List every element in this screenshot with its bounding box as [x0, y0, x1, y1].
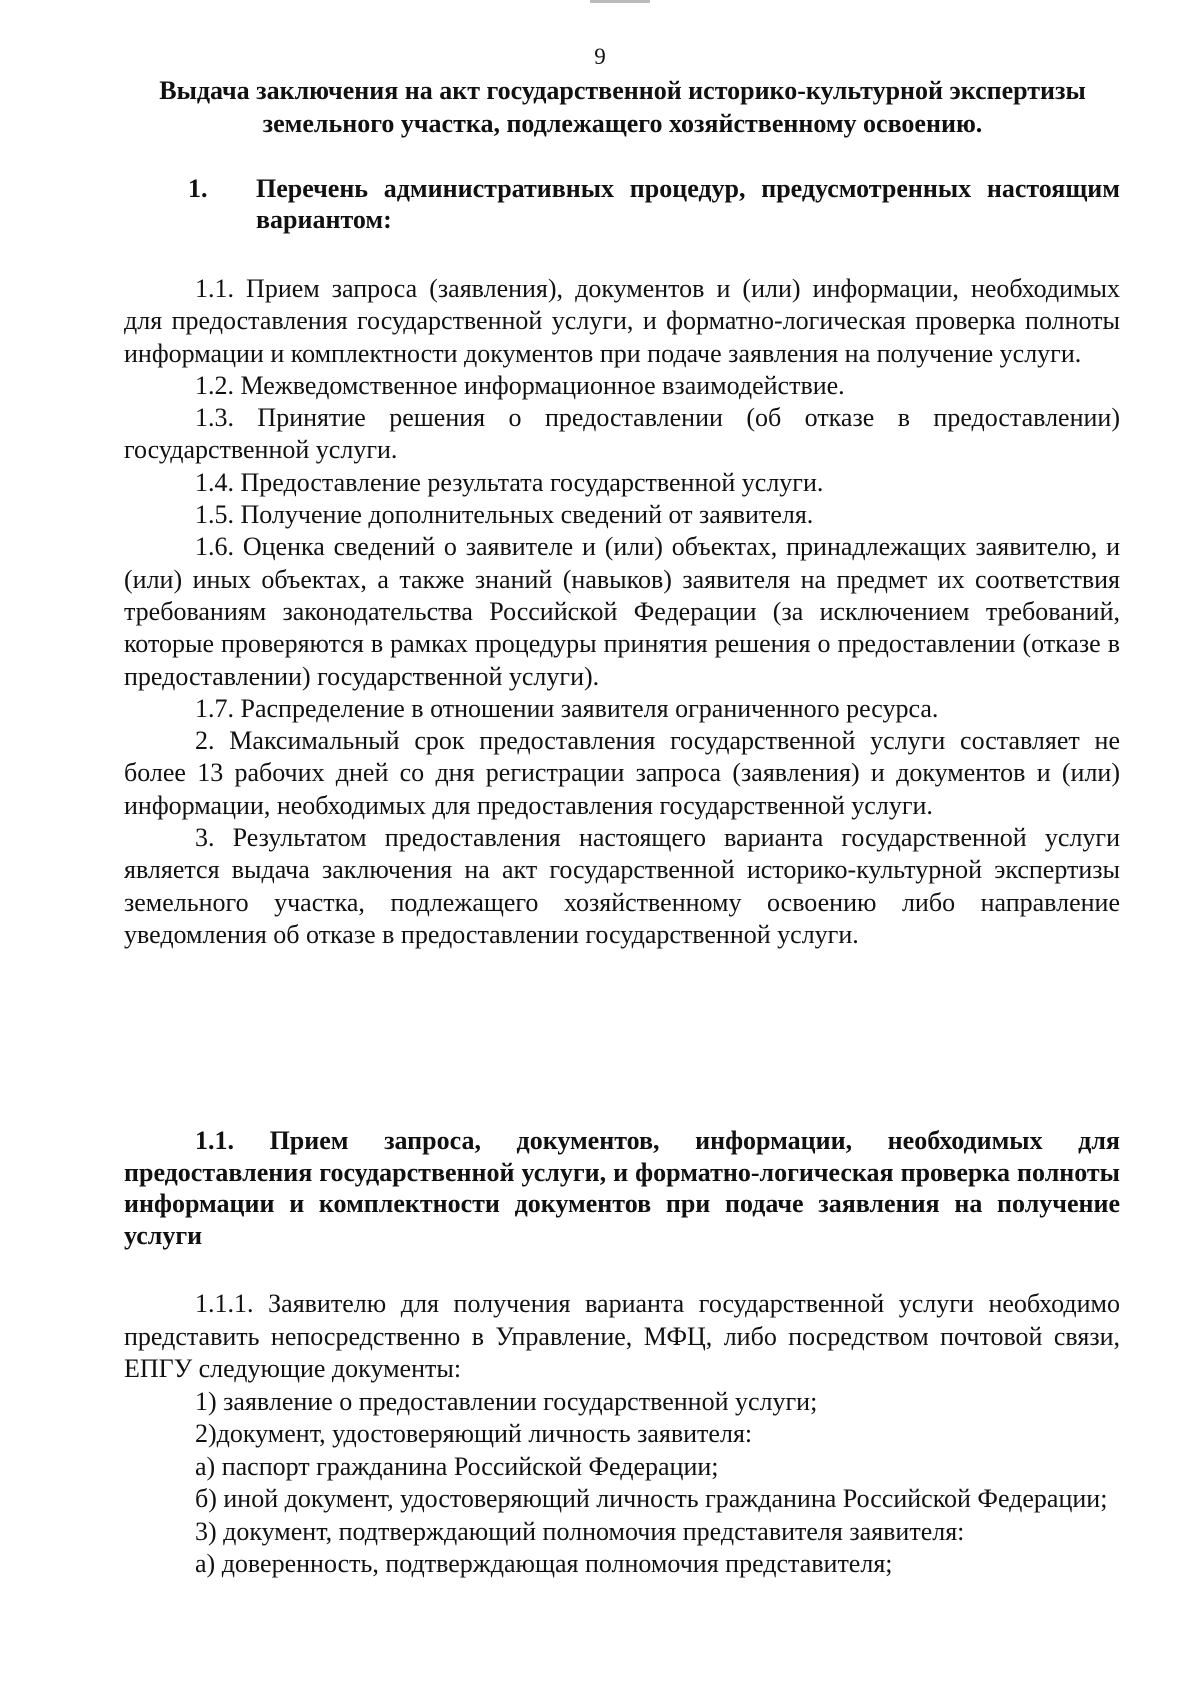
paragraph: 1.2. Межведомственное информационное взаимодействие. — [195, 370, 845, 400]
paragraph: 1.1. Прием запроса (заявления), документов и (или) информации, необходимых для предоставления государственной услуги, и форматно-логическая проверка полноты информации и комплектности документов при подаче заявления на получение услуги. — [124, 274, 1120, 368]
paragraph: 1.4. Предоставление результата государственной услуги. — [195, 467, 824, 497]
paragraph: 1.5. Получение дополнительных сведений от заявителя. — [195, 500, 814, 530]
section-heading-text: Перечень административных процедур, предусмотренных настоящим вариантом: — [256, 174, 1120, 234]
list-item: б) иной документ, удостоверяющий личность гражданина Российской Федерации; — [195, 1484, 1108, 1513]
subsection-heading: 1.1. Прием запроса, документов, информации, необходимых для предоставления государственной услуги, и форматно-логическая проверка полноты информации и комплектности документов при подаче заявления на получение услуги — [124, 1126, 1120, 1250]
paragraph: 1.7. Распределение в отношении заявителя ограниченного ресурса. — [195, 693, 939, 723]
procedures-list — [124, 273, 1120, 951]
paragraph: 1.1.1. Заявителю для получения варианта государственной услуги необходимо представить непосредственно в Управление, МФЦ, либо посредством почтовой связи, ЕПГУ следующие документы: — [124, 1289, 1120, 1383]
list-item: 2)документ, удостоверяющий личность заявителя: — [195, 1419, 753, 1448]
paragraph: 1.3. Принятие решения о предоставлении (об отказе в предоставлении) государственной услуги. — [124, 403, 1120, 465]
list-item: а) паспорт гражданина Российской Федерации; — [195, 1451, 719, 1481]
documents-list — [124, 1288, 1120, 1581]
paragraph: 1.6. Оценка сведений о заявителе и (или) объектах, принадлежащих заявителю, и (или) иных объектах, а также знаний (навыков) заявителя на предмет их соответствия требованиям законодательства Российской Федерации (за исключением требований, которые проверяются в рамках процедуры принятия решения о предоставлении (отказе в предоставлении) государственной услуги). — [124, 532, 1120, 691]
section-number: 1. — [188, 174, 208, 203]
list-item: а) доверенность, подтверждающая полномочия представителя; — [195, 1549, 893, 1578]
document-title: Выдача заключения на акт государственной историко-культурной экспертизы земельного участка, подлежащего хозяйственному освоению. — [159, 76, 1086, 138]
paragraph: 3. Результатом предоставления настоящего варианта государственной услуги является выдача заключения на акт государственной историко-культурной экспертизы земельного участка, подлежащего хозяйственному освоению либо направление уведомления об отказе в предоставлении государственной услуги. — [124, 823, 1120, 949]
list-item: 1) заявление о предоставлении государственной услуги; — [195, 1386, 818, 1416]
page-number: 9 — [594, 44, 606, 69]
scan-artifact — [590, 0, 650, 3]
paragraph: 2. Максимальный срок предоставления государственной услуги составляет не более 13 рабочих дней со дня регистрации запроса (заявления) и документов и (или) информации, необходимых для предоставления государственной услуги. — [124, 726, 1120, 820]
list-item: 3) документ, подтверждающий полномочия представителя заявителя: — [195, 1516, 965, 1546]
